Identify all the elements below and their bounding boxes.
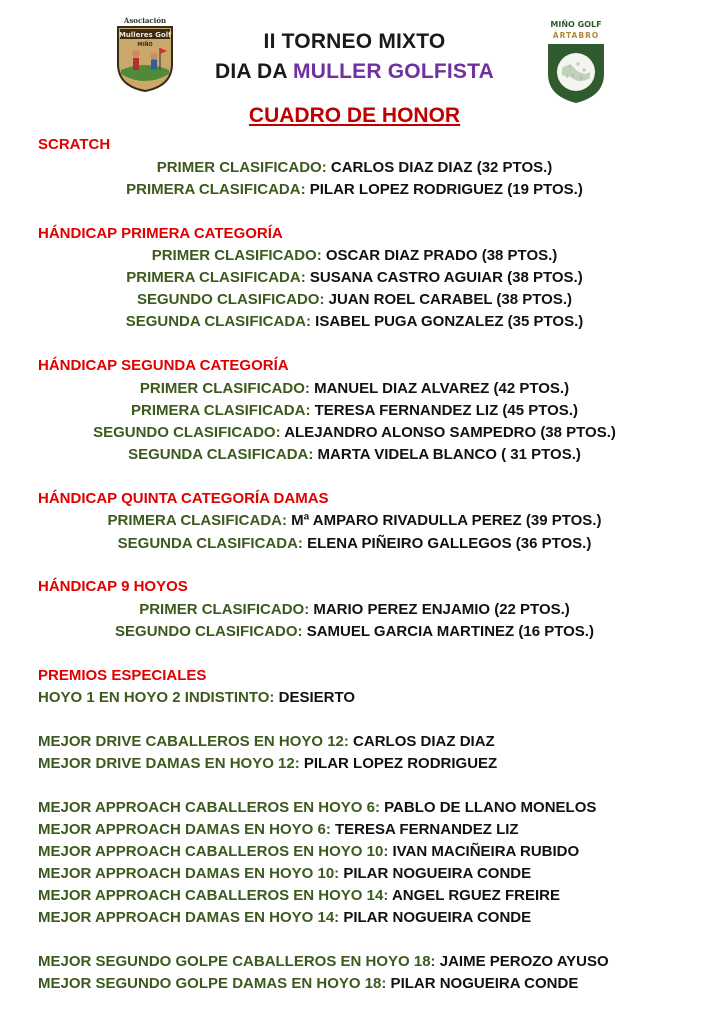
result-label: SEGUNDO CLASIFICADO: xyxy=(136,291,325,308)
result-row xyxy=(0,291,709,308)
result-label: SEGUNDA CLASIFICADA: xyxy=(128,446,314,463)
result-label: SEGUNDO CLASIFICADO: xyxy=(93,424,281,441)
result-row xyxy=(0,247,709,264)
prize-label: MEJOR APPROACH CABALLEROS EN HOYO 14: xyxy=(38,887,389,904)
result-row xyxy=(0,159,709,176)
result-label: SEGUNDO CLASIFICADO: xyxy=(115,623,303,640)
result-row xyxy=(0,402,709,419)
logo-left-line2: Mulleres Golf xyxy=(118,31,172,39)
result-label: PRIMERA CLASIFICADA: xyxy=(126,181,306,198)
result-row xyxy=(0,181,709,198)
prize-label: MEJOR DRIVE CABALLEROS EN HOYO 12: xyxy=(38,733,349,750)
prize-row xyxy=(38,733,495,750)
prize-label: MEJOR SEGUNDO GOLPE CABALLEROS EN HOYO 18: xyxy=(38,953,436,970)
result-value: TERESA FERNANDEZ LIZ (45 PTOS.) xyxy=(310,402,578,419)
result-value: OSCAR DIAZ PRADO (38 PTOS.) xyxy=(321,247,558,264)
prize-label: MEJOR APPROACH DAMAS EN HOYO 10: xyxy=(38,865,340,882)
result-value: CARLOS DIAZ DIAZ (32 PTOS.) xyxy=(326,159,553,176)
prize-label: MEJOR DRIVE DAMAS EN HOYO 12: xyxy=(38,755,300,772)
prize-row xyxy=(38,799,596,816)
prize-winner: PABLO DE LLANO MONELOS xyxy=(379,799,597,816)
result-value: JUAN ROEL CARABEL (38 PTOS.) xyxy=(324,291,573,308)
result-label: PRIMERA CLASIFICADA: xyxy=(126,269,306,286)
title-highlight: MULLER GOLFISTA xyxy=(293,60,494,83)
prize-label: MEJOR APPROACH CABALLEROS EN HOYO 10: xyxy=(38,843,389,860)
prize-winner: DESIERTO xyxy=(274,689,356,706)
logo-right-line2: ÁRTABRO xyxy=(552,31,600,40)
prize-label: MEJOR APPROACH DAMAS EN HOYO 14: xyxy=(38,909,340,926)
result-row xyxy=(0,424,709,441)
section-title-scratch: SCRATCH xyxy=(38,136,111,153)
result-row xyxy=(0,269,709,286)
result-value: MANUEL DIAZ ALVAREZ (42 PTOS.) xyxy=(309,380,570,397)
result-value: PILAR LOPEZ RODRIGUEZ (19 PTOS.) xyxy=(305,181,583,198)
prize-row xyxy=(38,975,578,992)
title-prefix: DIA DA xyxy=(215,60,294,83)
result-label: SEGUNDA CLASIFICADA: xyxy=(117,535,303,552)
prize-row xyxy=(38,843,579,860)
result-value: SAMUEL GARCIA MARTINEZ (16 PTOS.) xyxy=(302,623,594,640)
tournament-title: II TORNEO MIXTO xyxy=(263,30,446,53)
prize-row xyxy=(38,887,560,904)
logo-right-line1: MIÑO GOLF xyxy=(550,20,602,29)
prize-winner: JAIME PEROZO AYUSO xyxy=(435,953,609,970)
prize-label: MEJOR APPROACH CABALLEROS EN HOYO 6: xyxy=(38,799,380,816)
result-label: PRIMER CLASIFICADO: xyxy=(139,380,310,397)
result-row xyxy=(0,601,709,618)
prize-label: MEJOR SEGUNDO GOLPE DAMAS EN HOYO 18: xyxy=(38,975,387,992)
section-title-handicap-9-hoyos: HÁNDICAP 9 HOYOS xyxy=(38,578,188,595)
result-value: ELENA PIÑEIRO GALLEGOS (36 PTOS.) xyxy=(302,535,592,552)
result-value: MARTA VIDELA BLANCO ( 31 PTOS.) xyxy=(313,446,581,463)
prize-row xyxy=(38,953,609,970)
prize-winner: ANGEL RGUEZ FREIRE xyxy=(388,887,561,904)
result-value: Mª AMPARO RIVADULLA PEREZ (39 PTOS.) xyxy=(286,512,602,529)
result-label: PRIMER CLASIFICADO: xyxy=(151,247,322,264)
tournament-subtitle xyxy=(0,60,709,84)
result-value: SUSANA CASTRO AGUIAR (38 PTOS.) xyxy=(305,269,583,286)
prize-label: HOYO 1 EN HOYO 2 INDISTINTO: xyxy=(38,689,275,706)
prize-row xyxy=(38,865,531,882)
result-row xyxy=(0,535,709,552)
result-label: SEGUNDA CLASIFICADA: xyxy=(125,313,311,330)
result-value: MARIO PEREZ ENJAMIO (22 PTOS.) xyxy=(309,601,570,618)
honor-board-heading: CUADRO DE HONOR xyxy=(248,104,461,127)
result-value: ISABEL PUGA GONZALEZ (35 PTOS.) xyxy=(311,313,584,330)
result-row xyxy=(0,512,709,529)
prize-winner: CARLOS DIAZ DIAZ xyxy=(348,733,495,750)
prize-winner: TERESA FERNANDEZ LIZ xyxy=(330,821,519,838)
section-title-premios-especiales: PREMIOS ESPECIALES xyxy=(38,667,207,684)
prize-row xyxy=(38,821,519,838)
section-title-handicap-segunda: HÁNDICAP SEGUNDA CATEGORÍA xyxy=(38,357,289,374)
result-row xyxy=(0,446,709,463)
prize-winner: PILAR NOGUEIRA CONDE xyxy=(339,865,532,882)
prize-row xyxy=(38,689,355,706)
section-title-handicap-quinta: HÁNDICAP QUINTA CATEGORÍA DAMAS xyxy=(38,490,329,507)
prize-winner: IVAN MACIÑEIRA RUBIDO xyxy=(388,843,580,860)
result-row xyxy=(0,313,709,330)
section-title-handicap-primera: HÁNDICAP PRIMERA CATEGORÍA xyxy=(38,225,283,242)
result-row xyxy=(0,380,709,397)
result-value: ALEJANDRO ALONSO SAMPEDRO (38 PTOS.) xyxy=(280,424,616,441)
prize-winner: PILAR LOPEZ RODRIGUEZ xyxy=(299,755,498,772)
result-label: PRIMER CLASIFICADO: xyxy=(156,159,327,176)
result-label: PRIMERA CLASIFICADA: xyxy=(131,402,311,419)
logo-left-line3: MIÑO xyxy=(137,42,153,48)
result-row xyxy=(0,623,709,640)
logo-left-line1: Asociación xyxy=(123,16,167,25)
prize-label: MEJOR APPROACH DAMAS EN HOYO 6: xyxy=(38,821,331,838)
prize-winner: PILAR NOGUEIRA CONDE xyxy=(386,975,579,992)
result-label: PRIMERA CLASIFICADA: xyxy=(107,512,287,529)
prize-row xyxy=(38,755,497,772)
prize-winner: PILAR NOGUEIRA CONDE xyxy=(339,909,532,926)
prize-row xyxy=(38,909,531,926)
result-label: PRIMER CLASIFICADO: xyxy=(139,601,310,618)
